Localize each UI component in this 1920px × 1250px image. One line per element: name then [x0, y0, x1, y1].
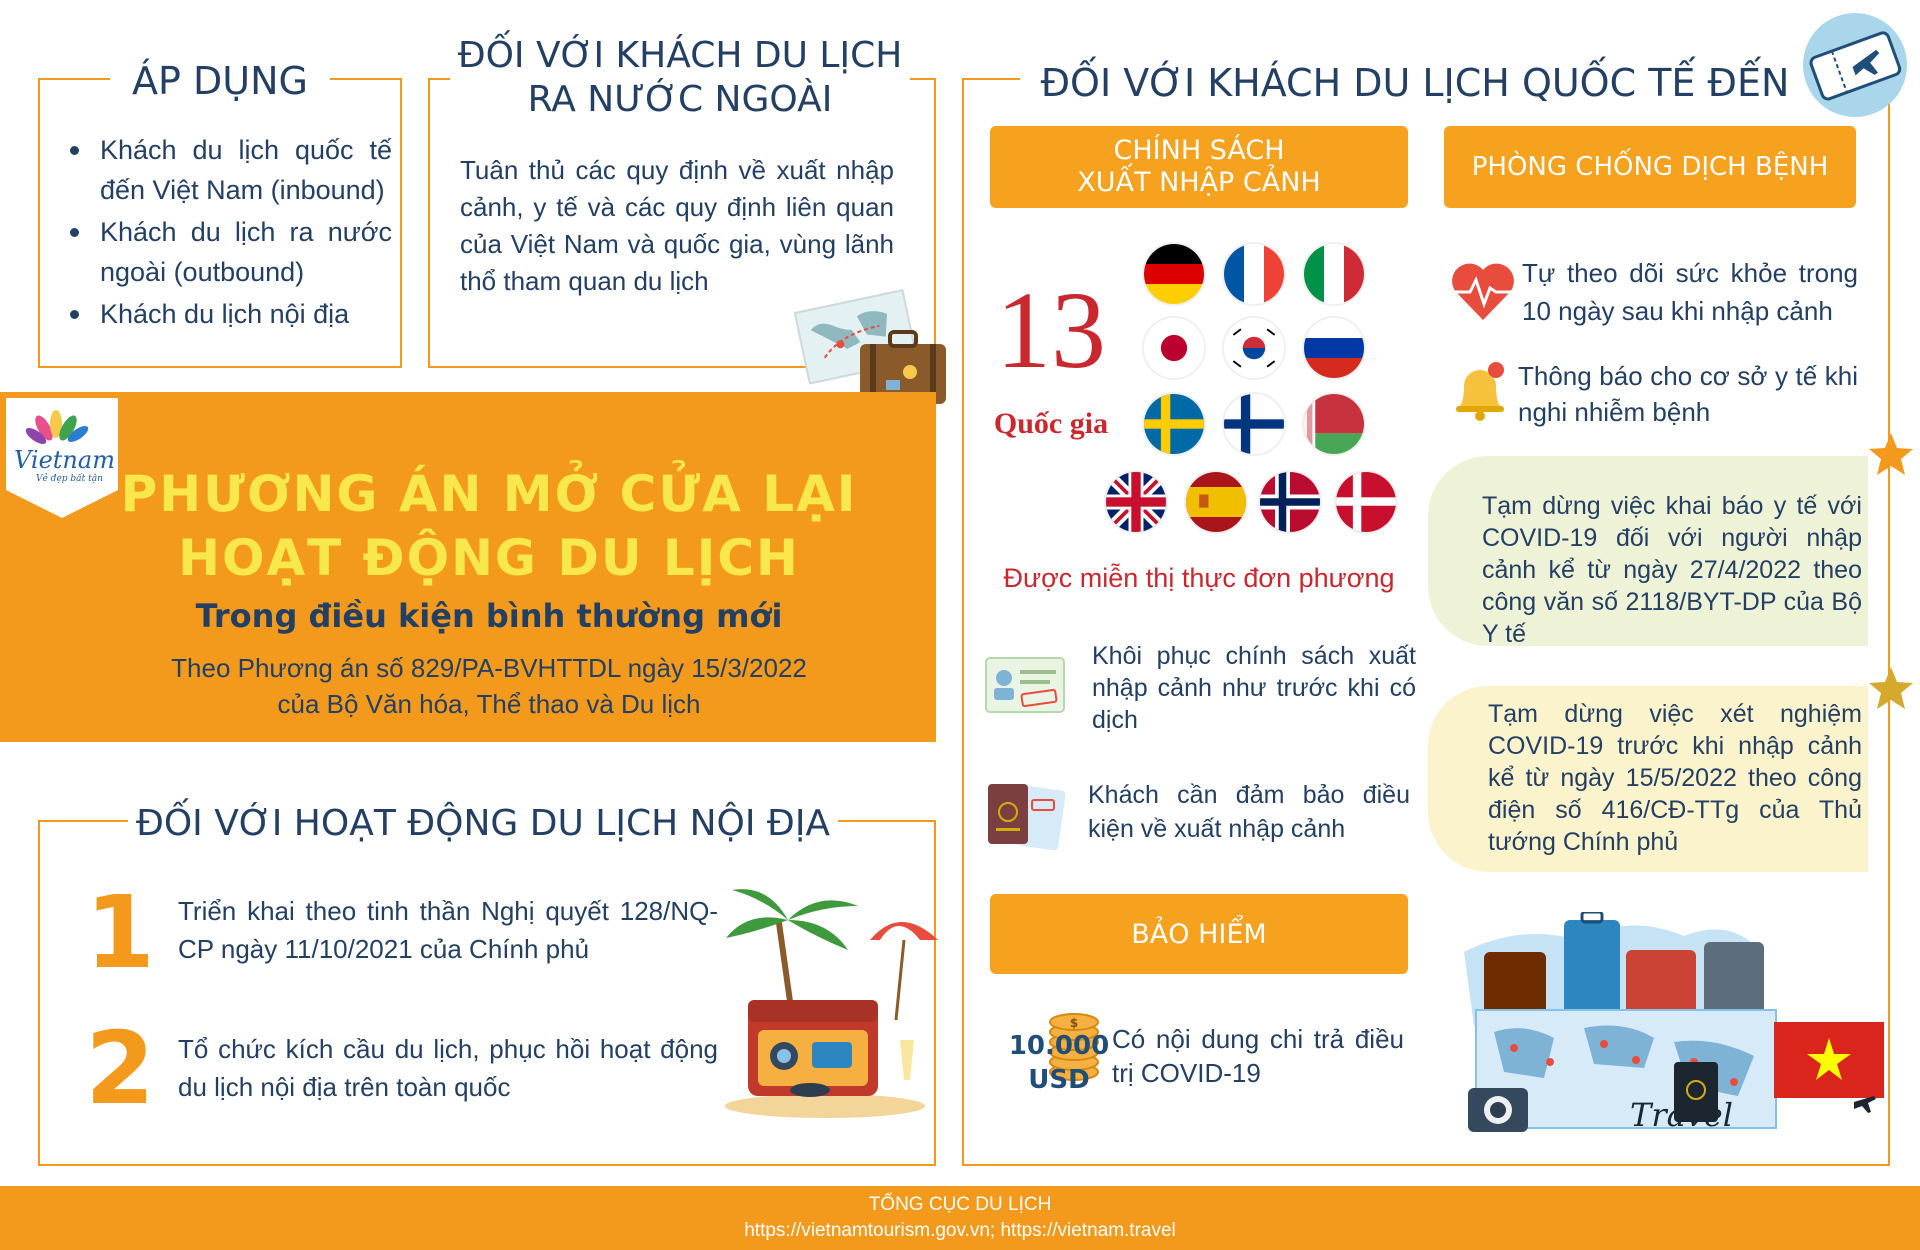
domestic-item-1-text: Triển khai theo tinh thần Nghị quyết 128/NQ-CP ngày 11/10/2021 của Chính phủ — [178, 896, 718, 964]
star-icon — [1866, 664, 1916, 714]
bell-icon — [1448, 356, 1512, 424]
flag-south-korea-icon — [1222, 316, 1286, 380]
heart-pulse-icon — [1448, 258, 1518, 324]
passport-icon — [982, 778, 1068, 854]
footer-links[interactable]: https://vietnamtourism.gov.vn; https://vietnam.travel — [744, 1220, 1176, 1241]
passport-stamp-icon — [982, 650, 1068, 720]
prevention-item-2-text: Thông báo cho cơ sở y tế khi nghi nhiễm bệnh — [1518, 361, 1858, 427]
insurance-text: Có nội dung chi trả điều trị COVID-19 — [1112, 1024, 1404, 1088]
flag-denmark-icon — [1334, 470, 1398, 534]
svg-text:$: $ — [1069, 1016, 1079, 1030]
insurance-amount-line1: 10.000 — [1008, 1031, 1110, 1061]
flag-sweden-icon — [1142, 392, 1206, 456]
banner-subtitle: Trong điều kiện bình thường mới — [195, 597, 783, 635]
visa-note: Được miễn thị thực đơn phương — [1003, 563, 1395, 593]
list-item: Khách du lịch nội địa — [52, 294, 392, 334]
travel-illustration — [1454, 912, 1884, 1152]
beach-suitcase-illustration — [720, 880, 940, 1120]
outbound-text: Tuân thủ các quy định về xuất nhập cảnh, y tế và các quy định liên quan của Việt Nam và quốc gia, vùng lãnh thổ tham quan du lịch — [460, 155, 894, 296]
suspension-1-text: Tạm dừng việc khai báo y tế với COVID-19 đối với người nhập cảnh kể từ ngày 27/4/2022 theo công văn số 2118/BYT-DP của Bộ Y tế — [1482, 492, 1862, 648]
flag-italy-icon — [1302, 242, 1366, 306]
domestic-item-2-text: Tổ chức kích cầu du lịch, phục hồi hoạt động du lịch nội địa trên toàn quốc — [178, 1034, 718, 1102]
domestic-number-1: 1 — [85, 874, 155, 991]
flag-belarus-icon — [1302, 392, 1366, 456]
domestic-title: ĐỐI VỚI HOẠT ĐỘNG DU LỊCH NỘI ĐỊA — [128, 800, 838, 848]
prevention-item-1-text: Tự theo dõi sức khỏe trong 10 ngày sau khi nhập cảnh — [1522, 258, 1858, 326]
list-item: Khách du lịch ra nước ngoài (outbound) — [52, 212, 392, 292]
star-icon — [1866, 430, 1916, 480]
domestic-number-2: 2 — [85, 1010, 155, 1127]
suspension-2-text: Tạm dừng việc xét nghiệm COVID-19 trước khi nhập cảnh kể từ ngày 15/5/2022 theo công điện số 416/CĐ-TTg của Thủ tướng Chính phủ — [1488, 700, 1862, 856]
immigration-item-2-text: Khách cần đảm bảo điều kiện về xuất nhập cảnh — [1088, 781, 1410, 843]
flag-united-kingdom-icon — [1104, 470, 1168, 534]
ticket-icon — [1800, 10, 1910, 120]
immigration-item-1-text: Khôi phục chính sách xuất nhập cảnh như trước khi có dịch — [1092, 642, 1416, 734]
outbound-title-line2: RA NƯỚC NGOÀI — [527, 79, 833, 120]
flag-france-icon — [1222, 242, 1286, 306]
immigration-header — [990, 126, 1408, 208]
country-count: 13 — [996, 269, 1106, 391]
outbound-title — [450, 34, 910, 122]
footer-org: TỔNG CỤC DU LỊCH — [868, 1194, 1052, 1215]
logo-text: Vietnam — [14, 446, 115, 474]
apply-title: ÁP DỤNG — [110, 56, 330, 106]
flag-finland-icon — [1222, 392, 1286, 456]
immigration-header-line2: XUẤT NHẬP CẢNH — [1077, 167, 1321, 198]
insurance-header: BẢO HIỂM — [990, 894, 1408, 974]
apply-list — [52, 130, 392, 336]
travel-label: Travel — [1630, 1096, 1733, 1134]
flag-japan-icon — [1142, 316, 1206, 380]
flag-germany-icon — [1142, 242, 1206, 306]
international-title: ĐỐI VỚI KHÁCH DU LỊCH QUỐC TẾ ĐẾN — [1020, 58, 1810, 108]
flag-russia-icon — [1302, 316, 1366, 380]
list-item: Khách du lịch quốc tế đến Việt Nam (inbound) — [52, 130, 392, 210]
immigration-header-line1: CHÍNH SÁCH — [1113, 135, 1285, 166]
flag-norway-icon — [1258, 470, 1322, 534]
prevention-header: PHÒNG CHỐNG DỊCH BỆNH — [1444, 126, 1856, 208]
banner-source-line1: Theo Phương án số 829/PA-BVHTTDL ngày 15/3/2022 — [171, 653, 807, 683]
banner-title-line2: HOẠT ĐỘNG DU LỊCH — [178, 529, 800, 587]
banner-title-line1: PHƯƠNG ÁN MỞ CỬA LẠI — [120, 465, 858, 523]
banner-source-line2: của Bộ Văn hóa, Thể thao và Du lịch — [277, 689, 701, 719]
insurance-amount-line2: USD — [1028, 1065, 1090, 1095]
outbound-title-line1: ĐỐI VỚI KHÁCH DU LỊCH — [457, 35, 903, 76]
country-count-label: Quốc gia — [993, 407, 1109, 440]
flag-spain-icon — [1184, 470, 1248, 534]
logo-tagline: Vẻ đẹp bất tận — [36, 474, 103, 484]
